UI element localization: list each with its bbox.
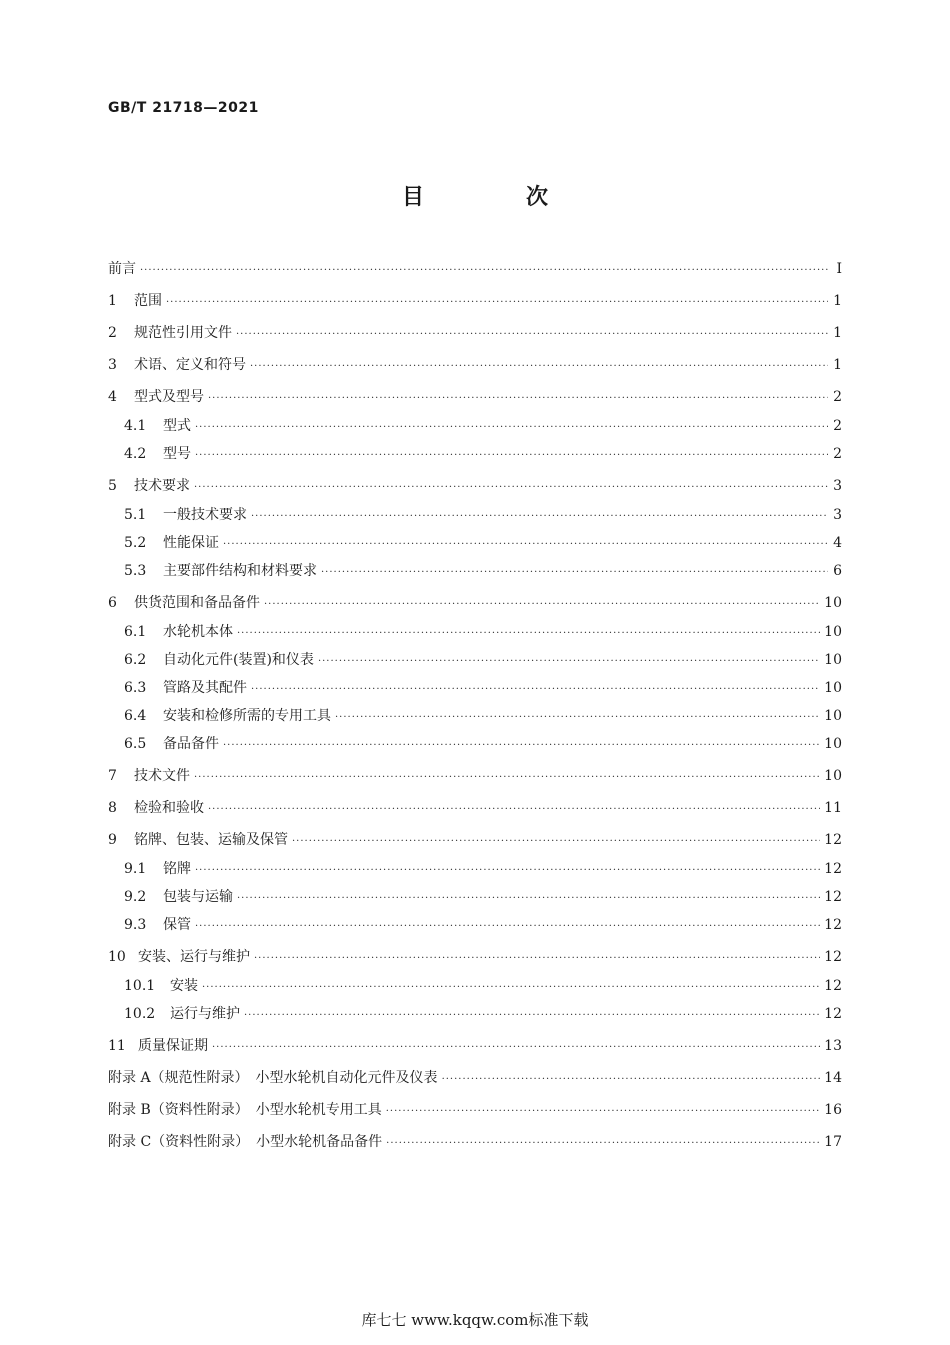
toc-entry-number: 9.1: [124, 861, 147, 877]
table-of-contents: [108, 258, 842, 1151]
toc-entry[interactable]: [108, 765, 842, 785]
toc-subentry[interactable]: [108, 621, 842, 641]
toc-entry-page: 12: [824, 949, 842, 965]
toc-subentry[interactable]: [108, 1003, 842, 1023]
toc-entry-number: 6.5: [124, 736, 147, 752]
leader-dots: [292, 836, 820, 847]
toc-entry-page: 1: [833, 357, 842, 373]
toc-entry-page: 10: [824, 708, 842, 724]
toc-entry-page: 12: [824, 861, 842, 877]
toc-entry-title: 规范性引用文件: [134, 325, 232, 341]
toc-entry-title: 包装与运输: [163, 889, 233, 905]
leader-dots: [195, 865, 820, 876]
toc-entry-number: 7: [108, 768, 117, 784]
toc-subentry[interactable]: [108, 532, 842, 552]
toc-entry[interactable]: [108, 290, 842, 310]
toc-subentry[interactable]: [108, 914, 842, 934]
toc-entry[interactable]: [108, 1035, 842, 1055]
leader-dots: [212, 1042, 820, 1053]
leader-dots: [442, 1074, 821, 1085]
toc-subentry[interactable]: [108, 705, 842, 725]
toc-entry[interactable]: [108, 797, 842, 817]
toc-entry-page: Ⅰ: [836, 261, 842, 277]
toc-entry-title: 附录 B（资料性附录） 小型水轮机专用工具: [108, 1102, 382, 1118]
toc-entry-page: 16: [824, 1102, 842, 1118]
leader-dots: [194, 772, 820, 783]
toc-subentry[interactable]: [108, 886, 842, 906]
toc-entry-number: 6.2: [124, 652, 147, 668]
toc-entry-title: 附录 C（资料性附录） 小型水轮机备品备件: [108, 1134, 383, 1150]
toc-entry-page: 13: [824, 1038, 842, 1054]
toc-entry-page: 17: [824, 1134, 842, 1150]
standard-code: GB/T 21718—2021: [108, 100, 259, 116]
toc-entry-title: 前言: [108, 261, 136, 277]
toc-entry-page: 2: [833, 389, 842, 405]
toc-entry-number: 5.1: [124, 507, 147, 523]
toc-entry-number: 2: [108, 325, 117, 341]
toc-entry-title: 自动化元件(装置)和仪表: [163, 652, 314, 668]
toc-subentry[interactable]: [108, 649, 842, 669]
toc-entry-page: 10: [824, 652, 842, 668]
toc-entry-page: 10: [824, 736, 842, 752]
toc-subentry[interactable]: [108, 975, 842, 995]
toc-entry-title: 型号: [163, 446, 191, 462]
leader-dots: [208, 804, 820, 815]
leader-dots: [386, 1138, 820, 1149]
toc-entry-title: 供货范围和备品备件: [134, 595, 260, 611]
toc-entry-number: 1: [108, 293, 117, 309]
toc-entry-number: 3: [108, 357, 117, 373]
toc-entry-preface[interactable]: [108, 258, 842, 278]
toc-entry[interactable]: [108, 354, 842, 374]
toc-entry-title: 管路及其配件: [163, 680, 247, 696]
toc-entry-page: 3: [833, 507, 842, 523]
toc-entry-annex-b[interactable]: [108, 1099, 842, 1119]
toc-subentry[interactable]: [108, 560, 842, 580]
toc-entry-page: 10: [824, 680, 842, 696]
toc-entry-number: 4.1: [124, 418, 147, 434]
toc-entry-title: 质量保证期: [138, 1038, 208, 1054]
toc-entry-number: 8: [108, 800, 117, 816]
toc-subentry[interactable]: [108, 443, 842, 463]
leader-dots: [202, 982, 820, 993]
toc-entry-page: 12: [824, 889, 842, 905]
leader-dots: [237, 893, 820, 904]
toc-entry-number: 4.2: [124, 446, 147, 462]
toc-entry-number: 4: [108, 389, 117, 405]
leader-dots: [223, 539, 828, 550]
toc-entry-page: 12: [824, 917, 842, 933]
footer-watermark: 库七七 www.kqqw.com标准下载: [361, 1311, 589, 1329]
leader-dots: [335, 712, 820, 723]
leader-dots: [166, 297, 828, 308]
toc-entry-page: 14: [824, 1070, 842, 1086]
leader-dots: [208, 393, 828, 404]
toc-entry-title: 运行与维护: [170, 1006, 240, 1022]
leader-dots: [237, 628, 820, 639]
toc-entry-title: 铭牌: [163, 861, 191, 877]
toc-entry[interactable]: [108, 475, 842, 495]
toc-entry-page: 6: [833, 563, 842, 579]
toc-entry[interactable]: [108, 829, 842, 849]
leader-dots: [223, 740, 820, 751]
leader-dots: [195, 450, 828, 461]
toc-entry-page: 12: [824, 832, 842, 848]
leader-dots: [254, 953, 820, 964]
toc-entry-title: 保管: [163, 917, 191, 933]
toc-subentry[interactable]: [108, 677, 842, 697]
toc-entry-title: 范围: [134, 293, 162, 309]
leader-dots: [264, 599, 820, 610]
toc-entry-title: 主要部件结构和材料要求: [163, 563, 317, 579]
toc-entry-title: 附录 A（规范性附录） 小型水轮机自动化元件及仪表: [108, 1070, 438, 1086]
toc-entry-title: 技术文件: [134, 768, 190, 784]
toc-entry-title: 备品备件: [163, 736, 219, 752]
page-title: 目 次: [401, 185, 588, 210]
toc-entry-title: 铭牌、包装、运输及保管: [134, 832, 288, 848]
leader-dots: [318, 656, 820, 667]
toc-subentry[interactable]: [108, 858, 842, 878]
toc-subentry[interactable]: [108, 733, 842, 753]
leader-dots: [236, 329, 828, 340]
toc-entry-page: 2: [833, 418, 842, 434]
leader-dots: [195, 422, 828, 433]
leader-dots: [195, 921, 820, 932]
toc-entry-number: 10.1: [124, 978, 156, 994]
toc-entry-page: 10: [824, 595, 842, 611]
leader-dots: [140, 265, 828, 276]
leader-dots: [244, 1010, 820, 1021]
toc-entry-page: 10: [824, 768, 842, 784]
toc-entry-title: 检验和验收: [134, 800, 204, 816]
toc-entry-page: 2: [833, 446, 842, 462]
toc-entry-number: 9: [108, 832, 117, 848]
leader-dots: [321, 567, 828, 578]
toc-entry[interactable]: [108, 592, 842, 612]
toc-entry-number: 5: [108, 478, 117, 494]
leader-dots: [251, 511, 828, 522]
toc-entry-title: 一般技术要求: [163, 507, 247, 523]
toc-entry[interactable]: [108, 322, 842, 342]
leader-dots: [251, 684, 820, 695]
toc-entry-annex-c[interactable]: [108, 1131, 842, 1151]
toc-entry[interactable]: [108, 946, 842, 966]
toc-entry-page: 10: [824, 624, 842, 640]
toc-entry-title: 性能保证: [163, 535, 219, 551]
toc-entry-number: 10.2: [124, 1006, 156, 1022]
toc-entry-number: 9.3: [124, 917, 147, 933]
toc-entry-number: 5.2: [124, 535, 147, 551]
toc-entry-number: 6.1: [124, 624, 147, 640]
toc-entry-title: 型式: [163, 418, 191, 434]
toc-entry-page: 1: [833, 293, 842, 309]
toc-entry-number: 6.4: [124, 708, 147, 724]
leader-dots: [250, 361, 828, 372]
toc-entry-page: 4: [833, 535, 842, 551]
toc-entry[interactable]: [108, 386, 842, 406]
toc-entry-page: 12: [824, 1006, 842, 1022]
toc-entry-title: 技术要求: [134, 478, 190, 494]
toc-entry-title: 型式及型号: [134, 389, 204, 405]
toc-entry-number: 11: [108, 1038, 126, 1054]
toc-entry-page: 12: [824, 978, 842, 994]
toc-entry-number: 6.3: [124, 680, 147, 696]
toc-entry-page: 1: [833, 325, 842, 341]
toc-entry-annex-a[interactable]: [108, 1067, 842, 1087]
toc-entry-page: 3: [833, 478, 842, 494]
toc-subentry[interactable]: [108, 415, 842, 435]
toc-entry-title: 安装和检修所需的专用工具: [163, 708, 331, 724]
toc-entry-page: 11: [824, 800, 842, 816]
leader-dots: [194, 482, 828, 493]
toc-entry-title: 术语、定义和符号: [134, 357, 246, 373]
toc-entry-number: 6: [108, 595, 117, 611]
toc-entry-title: 安装、运行与维护: [138, 949, 250, 965]
toc-entry-title: 安装: [170, 978, 198, 994]
toc-entry-number: 10: [108, 949, 126, 965]
toc-entry-number: 5.3: [124, 563, 147, 579]
leader-dots: [386, 1106, 820, 1117]
toc-entry-number: 9.2: [124, 889, 147, 905]
toc-subentry[interactable]: [108, 504, 842, 524]
toc-entry-title: 水轮机本体: [163, 624, 233, 640]
